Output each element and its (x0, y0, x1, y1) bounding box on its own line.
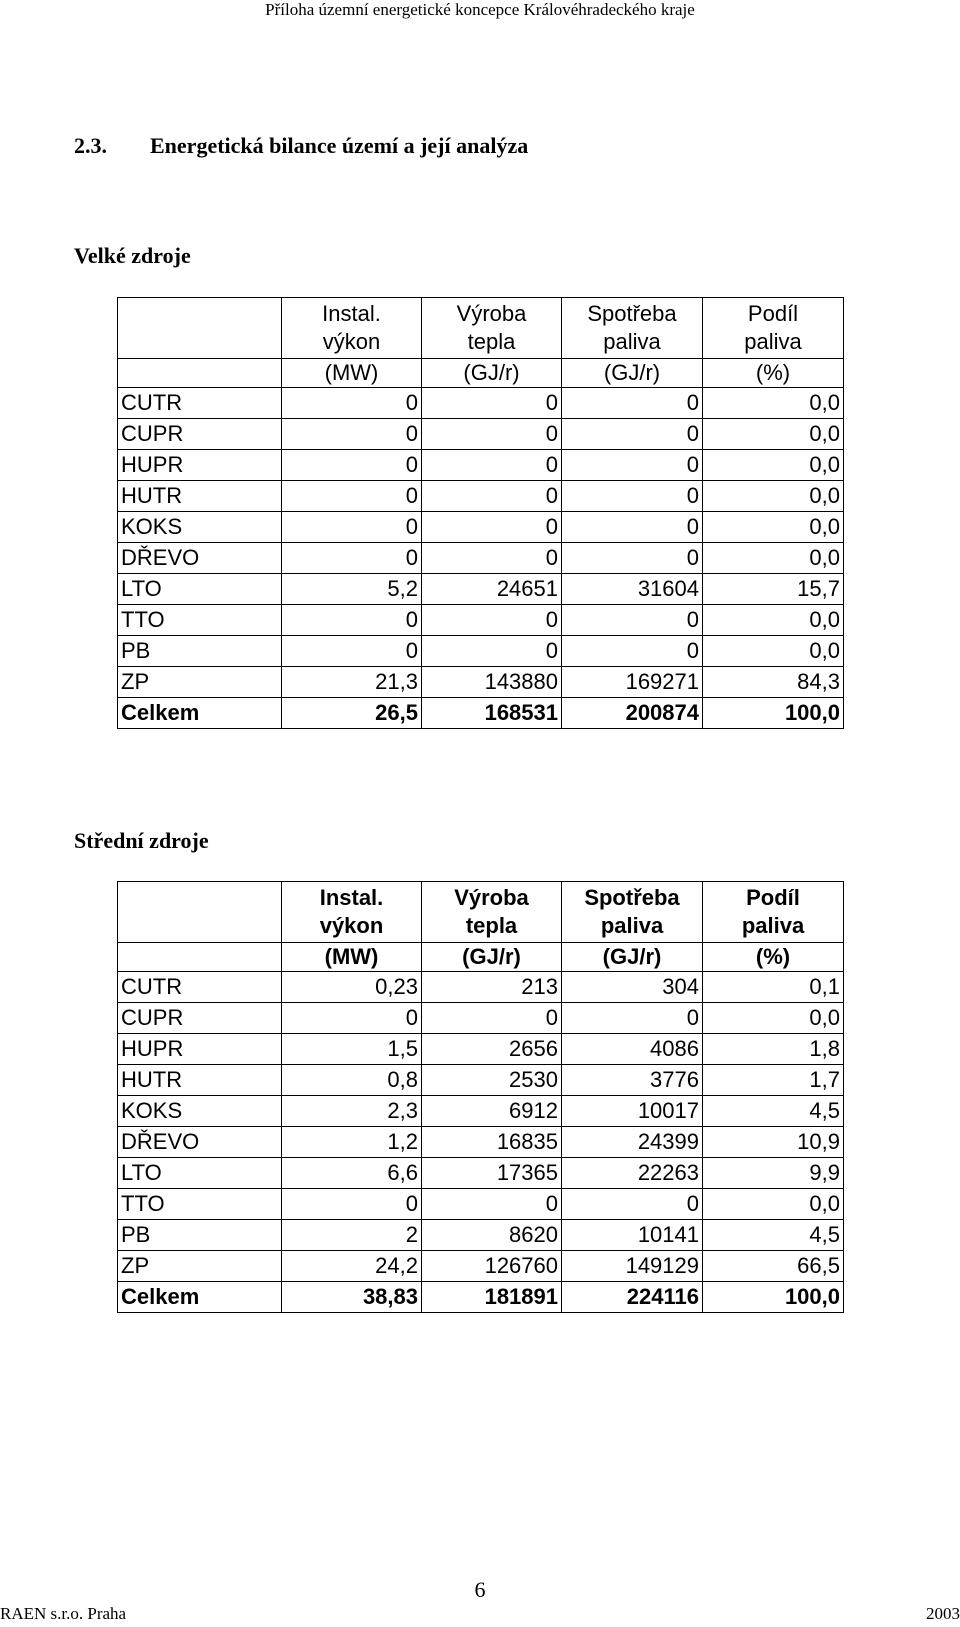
table-cell: 31604 (562, 574, 703, 605)
table-cell: 0 (422, 388, 562, 419)
page-header: Příloha územní energetické koncepce Královéhradeckého kraje (265, 0, 695, 19)
large-sources-table (117, 297, 844, 729)
table-row (118, 450, 844, 481)
table-cell: 0,23 (282, 972, 422, 1003)
fuel-label: PB (118, 1220, 282, 1251)
table-title-medium-sources: Střední zdroje (74, 828, 209, 853)
table-cell: 0 (562, 450, 703, 481)
table-cell: 5,2 (282, 574, 422, 605)
table-cell: 0 (562, 636, 703, 667)
table-row (118, 605, 844, 636)
table-row (118, 1220, 844, 1251)
table-cell: 1,8 (703, 1034, 844, 1065)
table-cell: 2656 (422, 1034, 562, 1065)
column-unit: (GJ/r) (562, 943, 703, 972)
total-cell: 100,0 (703, 698, 844, 729)
table-cell: 10017 (562, 1096, 703, 1127)
table-cell: 0,0 (703, 419, 844, 450)
fuel-label: ZP (118, 1251, 282, 1282)
total-cell: 200874 (562, 698, 703, 729)
table-cell: 0,1 (703, 972, 844, 1003)
table-cell: 0,0 (703, 512, 844, 543)
table-cell: 9,9 (703, 1158, 844, 1189)
column-header (422, 298, 562, 359)
table-cell: 0 (282, 512, 422, 543)
column-header-line: výkon (319, 913, 384, 938)
total-row (118, 1282, 844, 1313)
table-cell: 6,6 (282, 1158, 422, 1189)
table-row (118, 1065, 844, 1096)
table-row (118, 1096, 844, 1127)
total-label: Celkem (118, 1282, 282, 1313)
footer-company: RAEN s.r.o. Praha (0, 1604, 127, 1623)
table-cell: 0,0 (703, 1003, 844, 1034)
section-number: 2.3. (74, 133, 107, 158)
section-heading (74, 133, 528, 159)
column-unit: (GJ/r) (422, 359, 562, 388)
column-unit: (%) (703, 943, 844, 972)
table-cell: 66,5 (703, 1251, 844, 1282)
table-cell: 0,8 (282, 1065, 422, 1096)
table-cell: 4,5 (703, 1220, 844, 1251)
table-cell: 24399 (562, 1127, 703, 1158)
table-cell: 0,0 (703, 1189, 844, 1220)
table-cell: 143880 (422, 667, 562, 698)
table-cell: 1,7 (703, 1065, 844, 1096)
table-row (118, 388, 844, 419)
total-row (118, 698, 844, 729)
table-row (118, 1003, 844, 1034)
column-header-line: Podíl (747, 301, 799, 326)
table-cell: 2,3 (282, 1096, 422, 1127)
column-header (562, 298, 703, 359)
column-header-line: tepla (467, 329, 516, 354)
table-cell: 0 (282, 543, 422, 574)
column-header-line: Instal. (322, 301, 381, 326)
fuel-label: HUPR (118, 450, 282, 481)
units-empty-cell (118, 943, 282, 972)
column-header-line: Výroba (456, 301, 527, 326)
footer-year: 2003 (926, 1604, 960, 1623)
table-cell: 0 (562, 1003, 703, 1034)
fuel-label: HUPR (118, 1034, 282, 1065)
table-cell: 4,5 (703, 1096, 844, 1127)
table-cell: 24651 (422, 574, 562, 605)
fuel-label: KOKS (118, 1096, 282, 1127)
table-cell: 0 (282, 1189, 422, 1220)
fuel-label: CUTR (118, 972, 282, 1003)
table-cell: 169271 (562, 667, 703, 698)
table-cell: 0 (422, 543, 562, 574)
table-cell: 0 (282, 388, 422, 419)
fuel-label: CUPR (118, 1003, 282, 1034)
column-header-line: Spotřeba (587, 301, 677, 326)
table-cell: 0 (562, 388, 703, 419)
table-cell: 0 (422, 450, 562, 481)
table-cell: 1,5 (282, 1034, 422, 1065)
column-header (422, 882, 562, 943)
fuel-label: TTO (118, 1189, 282, 1220)
table-cell: 0 (422, 1189, 562, 1220)
table-cell: 0,0 (703, 543, 844, 574)
column-unit: (MW) (282, 359, 422, 388)
header-empty-cell (118, 882, 282, 943)
column-header-line: Spotřeba (584, 885, 680, 910)
column-header-line: paliva (741, 913, 805, 938)
fuel-label: LTO (118, 574, 282, 605)
column-header (282, 298, 422, 359)
section-title: Energetická bilance území a její analýza (150, 133, 529, 158)
table-cell: 0 (422, 1003, 562, 1034)
table-cell: 0 (282, 450, 422, 481)
fuel-label: KOKS (118, 512, 282, 543)
column-header-line: výkon (322, 329, 381, 354)
table-cell: 17365 (422, 1158, 562, 1189)
table-cell: 0 (282, 636, 422, 667)
fuel-label: PB (118, 636, 282, 667)
fuel-label: CUPR (118, 419, 282, 450)
table-cell: 126760 (422, 1251, 562, 1282)
table-cell: 304 (562, 972, 703, 1003)
table-row (118, 1189, 844, 1220)
column-header-line: Instal. (319, 885, 384, 910)
table-cell: 0 (282, 419, 422, 450)
total-label: Celkem (118, 698, 282, 729)
table-cell: 0 (422, 636, 562, 667)
table-cell: 0 (562, 543, 703, 574)
table-row (118, 972, 844, 1003)
table-row (118, 419, 844, 450)
fuel-label: CUTR (118, 388, 282, 419)
table-row (118, 1158, 844, 1189)
table-row (118, 1251, 844, 1282)
units-empty-cell (118, 359, 282, 388)
table-cell: 10,9 (703, 1127, 844, 1158)
table-cell: 0 (282, 1003, 422, 1034)
units-row (118, 943, 844, 972)
table-row (118, 1127, 844, 1158)
table-cell: 0 (422, 605, 562, 636)
table-row (118, 574, 844, 605)
table-cell: 6912 (422, 1096, 562, 1127)
table-row (118, 1034, 844, 1065)
fuel-label: DŘEVO (118, 543, 282, 574)
table-cell: 0 (282, 481, 422, 512)
total-cell: 224116 (562, 1282, 703, 1313)
table-cell: 24,2 (282, 1251, 422, 1282)
fuel-label: HUTR (118, 1065, 282, 1096)
table-cell: 2 (282, 1220, 422, 1251)
total-cell: 100,0 (703, 1282, 844, 1313)
fuel-label: HUTR (118, 481, 282, 512)
table-cell: 84,3 (703, 667, 844, 698)
total-cell: 168531 (422, 698, 562, 729)
column-header-line: paliva (744, 329, 802, 354)
table-cell: 0 (562, 605, 703, 636)
table-cell: 0 (562, 512, 703, 543)
table-cell: 15,7 (703, 574, 844, 605)
table-cell: 0,0 (703, 636, 844, 667)
units-row (118, 359, 844, 388)
table-row (118, 481, 844, 512)
column-header-line: Výroba (454, 885, 529, 910)
column-header-line: Podíl (746, 885, 800, 910)
fuel-label: TTO (118, 605, 282, 636)
table-cell: 0 (282, 605, 422, 636)
table-cell: 8620 (422, 1220, 562, 1251)
table-cell: 0,0 (703, 605, 844, 636)
table-cell: 1,2 (282, 1127, 422, 1158)
table-cell: 0 (562, 419, 703, 450)
table-cell: 3776 (562, 1065, 703, 1096)
table-cell: 0 (422, 419, 562, 450)
table-cell: 0 (422, 481, 562, 512)
table-row (118, 636, 844, 667)
table-cell: 10141 (562, 1220, 703, 1251)
fuel-label: LTO (118, 1158, 282, 1189)
medium-sources-table (117, 881, 844, 1313)
total-cell: 38,83 (282, 1282, 422, 1313)
page-number: 6 (474, 1577, 486, 1602)
column-header-line: paliva (603, 329, 661, 354)
column-header (562, 882, 703, 943)
header-row (118, 298, 844, 359)
table-cell: 4086 (562, 1034, 703, 1065)
table-cell: 0,0 (703, 481, 844, 512)
header-empty-cell (118, 298, 282, 359)
table-cell: 149129 (562, 1251, 703, 1282)
column-header-line: tepla (465, 913, 518, 938)
table-cell: 16835 (422, 1127, 562, 1158)
table-row (118, 512, 844, 543)
table-cell: 0,0 (703, 388, 844, 419)
table-cell: 213 (422, 972, 562, 1003)
table-cell: 0 (562, 481, 703, 512)
column-header (703, 298, 844, 359)
table-cell: 0 (562, 1189, 703, 1220)
fuel-label: ZP (118, 667, 282, 698)
column-header (703, 882, 844, 943)
table-title-large-sources: Velké zdroje (74, 243, 191, 268)
column-unit: (GJ/r) (562, 359, 703, 388)
table-row (118, 543, 844, 574)
column-unit: (GJ/r) (422, 943, 562, 972)
total-cell: 181891 (422, 1282, 562, 1313)
column-header-line: paliva (600, 913, 664, 938)
column-unit: (MW) (282, 943, 422, 972)
table-cell: 0,0 (703, 450, 844, 481)
table-cell: 21,3 (282, 667, 422, 698)
fuel-label: DŘEVO (118, 1127, 282, 1158)
total-cell: 26,5 (282, 698, 422, 729)
header-row (118, 882, 844, 943)
column-header (282, 882, 422, 943)
table-cell: 22263 (562, 1158, 703, 1189)
column-unit: (%) (703, 359, 844, 388)
table-cell: 0 (422, 512, 562, 543)
table-row (118, 667, 844, 698)
table-cell: 2530 (422, 1065, 562, 1096)
